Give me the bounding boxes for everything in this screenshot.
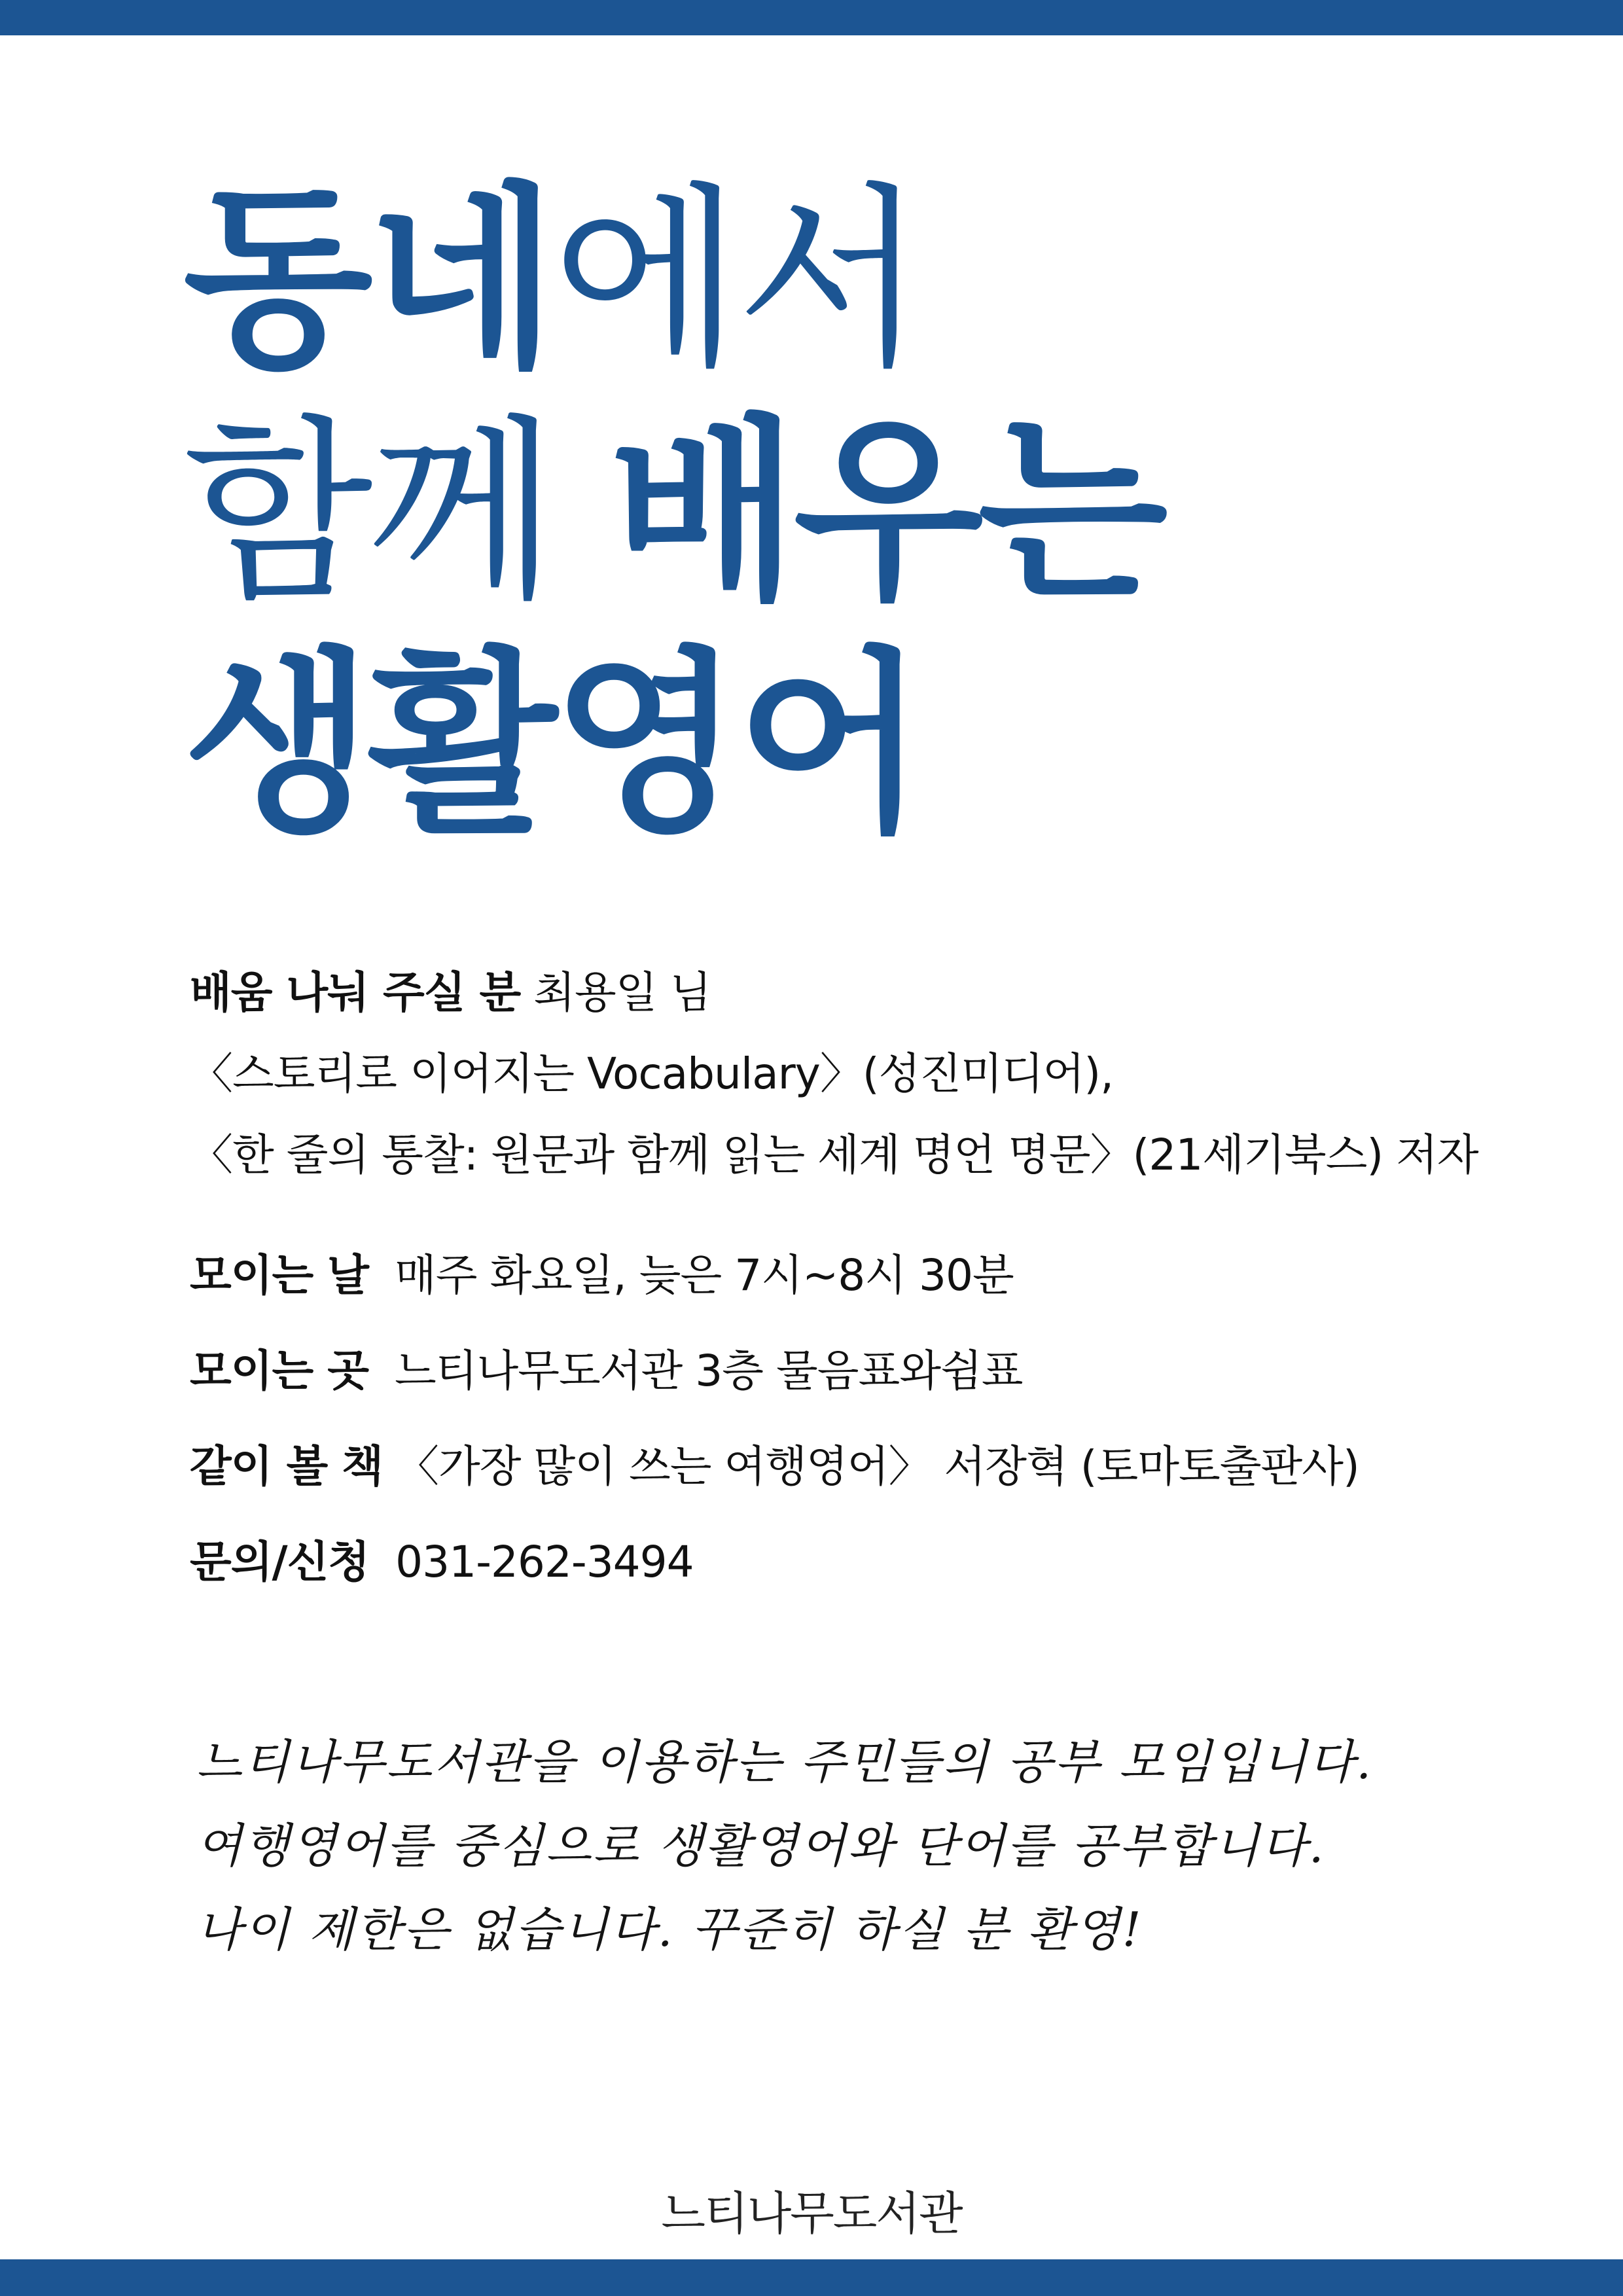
handwritten-note <box>196 1720 1373 1971</box>
place-label: 모이는 곳 <box>190 1346 369 1396</box>
book-label: 같이 볼 책 <box>190 1441 383 1492</box>
title-line-1-bold: 동네 <box>183 166 552 394</box>
teacher-row <box>190 965 711 1021</box>
teacher-book-1-text: 〈스토리로 이어지는 Vocabulary〉(성진미디어), <box>190 1049 1114 1099</box>
place-value: 느티나무도서관 3층 물음표와쉼표 <box>394 1346 1023 1396</box>
title-line-1-light: 에서 <box>552 166 921 394</box>
book-value: 〈가장 많이 쓰는 여행영어〉 서장혁 (토마토출판사) <box>395 1441 1359 1492</box>
title-line-3-bold: 생활영어 <box>183 630 921 859</box>
poster-title <box>183 164 1162 861</box>
contact-phone: 031-262-3494 <box>395 1537 694 1587</box>
place-row <box>190 1343 1023 1399</box>
top-accent-bar <box>0 0 1623 35</box>
title-line-2-light: 함께 <box>183 398 609 626</box>
title-line-2-bold: 배우는 <box>609 398 1163 626</box>
note-line-1: 느티나무도서관을 이용하는 주민들의 공부 모임입니다. <box>196 1734 1374 1789</box>
note-line-3: 나이 제한은 없습니다. 꾸준히 하실 분 환영! <box>196 1902 1143 1957</box>
note-line-2: 여행영어를 중심으로 생활영어와 단어를 공부합니다. <box>196 1818 1326 1873</box>
bottom-accent-bar <box>0 2259 1623 2296</box>
book-row <box>190 1439 1359 1495</box>
teacher-book-2 <box>190 1127 1478 1183</box>
title-line-2 <box>183 396 1162 628</box>
library-logo: 느티나무도서관 <box>661 2187 962 2240</box>
date-label: 모이는 날 <box>190 1250 369 1300</box>
date-value: 매주 화요일, 늦은 7시~8시 30분 <box>394 1250 1014 1300</box>
contact-row <box>190 1534 694 1590</box>
title-line-3 <box>183 628 1162 861</box>
contact-label: 문의/신청 <box>190 1537 370 1587</box>
date-row <box>190 1247 1014 1304</box>
teacher-book-2-text: 〈한 줄의 통찰: 원문과 함께 읽는 세계 명언 명문〉(21세기북스) 저자 <box>190 1130 1478 1180</box>
teacher-label: 배움 나눠 주실 분 <box>190 967 521 1018</box>
teacher-book-1 <box>190 1046 1113 1102</box>
title-line-1 <box>183 164 1162 396</box>
teacher-name: 최용일 님 <box>520 967 711 1018</box>
